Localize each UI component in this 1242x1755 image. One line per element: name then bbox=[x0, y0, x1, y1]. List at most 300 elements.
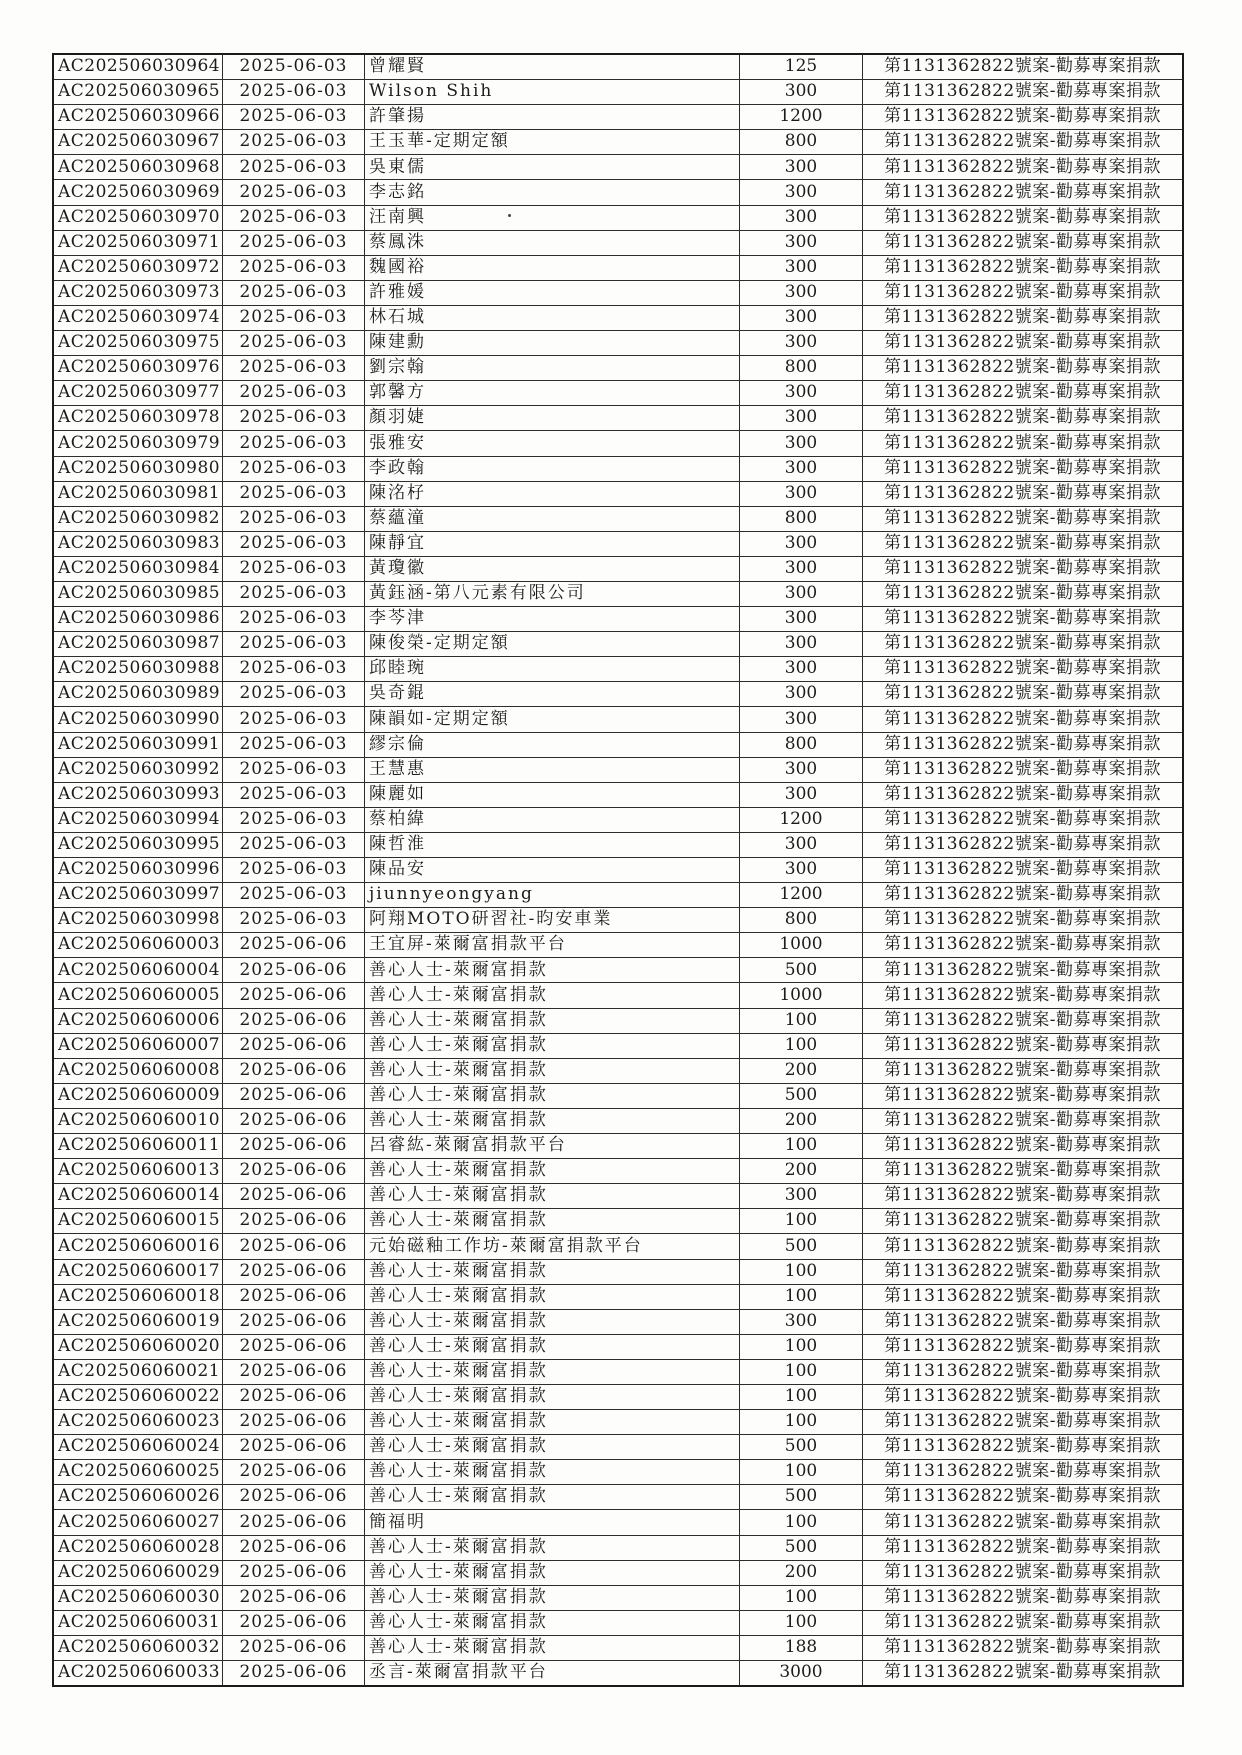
donor-name-cell: 王宜屏-萊爾富捐款平台 bbox=[365, 933, 740, 958]
donor-name-cell: 蔡蘊潼 bbox=[365, 506, 740, 531]
amount-cell: 100 bbox=[740, 1284, 863, 1309]
amount-cell: 100 bbox=[740, 1259, 863, 1284]
amount-cell: 100 bbox=[740, 1033, 863, 1058]
amount-cell: 300 bbox=[740, 707, 863, 732]
date-cell: 2025-06-06 bbox=[223, 1661, 365, 1687]
receipt-id-cell: AC202506030969 bbox=[53, 180, 223, 205]
receipt-id-cell: AC202506060005 bbox=[53, 983, 223, 1008]
table-row bbox=[53, 1510, 1183, 1535]
receipt-id-cell: AC202506030967 bbox=[53, 130, 223, 155]
receipt-id-cell: AC202506030987 bbox=[53, 632, 223, 657]
table-row bbox=[53, 1284, 1183, 1309]
project-cell: 第1131362822號案-勸募專案捐款 bbox=[863, 556, 1184, 581]
date-cell: 2025-06-06 bbox=[223, 1635, 365, 1660]
donor-name-cell: 林石城 bbox=[365, 305, 740, 330]
receipt-id-cell: AC202506060033 bbox=[53, 1661, 223, 1687]
donor-name-cell: 李志銘 bbox=[365, 180, 740, 205]
donor-name-cell: 丞言-萊爾富捐款平台 bbox=[365, 1661, 740, 1687]
project-cell: 第1131362822號案-勸募專案捐款 bbox=[863, 255, 1184, 280]
project-cell: 第1131362822號案-勸募專案捐款 bbox=[863, 230, 1184, 255]
donor-name-cell: 善心人士-萊爾富捐款 bbox=[365, 1485, 740, 1510]
date-cell: 2025-06-03 bbox=[223, 607, 365, 632]
donor-name-cell: 善心人士-萊爾富捐款 bbox=[365, 1610, 740, 1635]
amount-cell: 500 bbox=[740, 958, 863, 983]
project-cell: 第1131362822號案-勸募專案捐款 bbox=[863, 983, 1184, 1008]
date-cell: 2025-06-03 bbox=[223, 205, 365, 230]
receipt-id-cell: AC202506030992 bbox=[53, 757, 223, 782]
receipt-id-cell: AC202506060027 bbox=[53, 1510, 223, 1535]
donor-name-cell: jiunnyeongyang bbox=[365, 883, 740, 908]
amount-cell: 100 bbox=[740, 1460, 863, 1485]
date-cell: 2025-06-03 bbox=[223, 581, 365, 606]
receipt-id-cell: AC202506030965 bbox=[53, 80, 223, 105]
table-row bbox=[53, 1334, 1183, 1359]
date-cell: 2025-06-03 bbox=[223, 230, 365, 255]
table-row bbox=[53, 1560, 1183, 1585]
amount-cell: 200 bbox=[740, 1058, 863, 1083]
date-cell: 2025-06-06 bbox=[223, 1209, 365, 1234]
amount-cell: 300 bbox=[740, 481, 863, 506]
amount-cell: 300 bbox=[740, 331, 863, 356]
receipt-id-cell: AC202506030994 bbox=[53, 807, 223, 832]
amount-cell: 300 bbox=[740, 858, 863, 883]
amount-cell: 300 bbox=[740, 305, 863, 330]
receipt-id-cell: AC202506030964 bbox=[53, 54, 223, 80]
amount-cell: 300 bbox=[740, 406, 863, 431]
donor-name-cell: 善心人士-萊爾富捐款 bbox=[365, 1284, 740, 1309]
project-cell: 第1131362822號案-勸募專案捐款 bbox=[863, 1334, 1184, 1359]
date-cell: 2025-06-03 bbox=[223, 105, 365, 130]
date-cell: 2025-06-06 bbox=[223, 983, 365, 1008]
receipt-id-cell: AC202506030970 bbox=[53, 205, 223, 230]
receipt-id-cell: AC202506030972 bbox=[53, 255, 223, 280]
table-row bbox=[53, 757, 1183, 782]
project-cell: 第1131362822號案-勸募專案捐款 bbox=[863, 581, 1184, 606]
project-cell: 第1131362822號案-勸募專案捐款 bbox=[863, 1284, 1184, 1309]
donor-name-cell: 許肇揚 bbox=[365, 105, 740, 130]
project-cell: 第1131362822號案-勸募專案捐款 bbox=[863, 381, 1184, 406]
amount-cell: 800 bbox=[740, 506, 863, 531]
project-cell: 第1131362822號案-勸募專案捐款 bbox=[863, 707, 1184, 732]
amount-cell: 300 bbox=[740, 556, 863, 581]
scan-speck bbox=[508, 214, 511, 217]
receipt-id-cell: AC202506060029 bbox=[53, 1560, 223, 1585]
receipt-id-cell: AC202506030971 bbox=[53, 230, 223, 255]
table-row bbox=[53, 858, 1183, 883]
date-cell: 2025-06-03 bbox=[223, 531, 365, 556]
amount-cell: 800 bbox=[740, 732, 863, 757]
receipt-id-cell: AC202506060015 bbox=[53, 1209, 223, 1234]
project-cell: 第1131362822號案-勸募專案捐款 bbox=[863, 807, 1184, 832]
amount-cell: 800 bbox=[740, 908, 863, 933]
amount-cell: 1200 bbox=[740, 807, 863, 832]
date-cell: 2025-06-06 bbox=[223, 1610, 365, 1635]
donor-name-cell: 陳哲淮 bbox=[365, 832, 740, 857]
date-cell: 2025-06-03 bbox=[223, 155, 365, 180]
receipt-id-cell: AC202506030986 bbox=[53, 607, 223, 632]
table-row bbox=[53, 205, 1183, 230]
amount-cell: 100 bbox=[740, 1585, 863, 1610]
amount-cell: 100 bbox=[740, 1334, 863, 1359]
table-row bbox=[53, 983, 1183, 1008]
donor-name-cell: 邱睦琬 bbox=[365, 657, 740, 682]
date-cell: 2025-06-03 bbox=[223, 707, 365, 732]
table-row bbox=[53, 1209, 1183, 1234]
donor-name-cell: 善心人士-萊爾富捐款 bbox=[365, 1259, 740, 1284]
date-cell: 2025-06-03 bbox=[223, 682, 365, 707]
project-cell: 第1131362822號案-勸募專案捐款 bbox=[863, 1359, 1184, 1384]
donor-name-cell: 善心人士-萊爾富捐款 bbox=[365, 1384, 740, 1409]
receipt-id-cell: AC202506060019 bbox=[53, 1309, 223, 1334]
date-cell: 2025-06-03 bbox=[223, 431, 365, 456]
donor-name-cell: 李芩津 bbox=[365, 607, 740, 632]
receipt-id-cell: AC202506030966 bbox=[53, 105, 223, 130]
table-row bbox=[53, 456, 1183, 481]
date-cell: 2025-06-03 bbox=[223, 54, 365, 80]
date-cell: 2025-06-03 bbox=[223, 305, 365, 330]
donor-name-cell: 善心人士-萊爾富捐款 bbox=[365, 1535, 740, 1560]
project-cell: 第1131362822號案-勸募專案捐款 bbox=[863, 607, 1184, 632]
donor-name-cell: 善心人士-萊爾富捐款 bbox=[365, 1635, 740, 1660]
project-cell: 第1131362822號案-勸募專案捐款 bbox=[863, 1485, 1184, 1510]
amount-cell: 800 bbox=[740, 356, 863, 381]
project-cell: 第1131362822號案-勸募專案捐款 bbox=[863, 1259, 1184, 1284]
date-cell: 2025-06-03 bbox=[223, 80, 365, 105]
date-cell: 2025-06-03 bbox=[223, 406, 365, 431]
donor-name-cell: 繆宗倫 bbox=[365, 732, 740, 757]
amount-cell: 300 bbox=[740, 632, 863, 657]
amount-cell: 300 bbox=[740, 607, 863, 632]
table-row bbox=[53, 1234, 1183, 1259]
donor-name-cell: 陳品安 bbox=[365, 858, 740, 883]
amount-cell: 100 bbox=[740, 1384, 863, 1409]
project-cell: 第1131362822號案-勸募專案捐款 bbox=[863, 1410, 1184, 1435]
amount-cell: 300 bbox=[740, 832, 863, 857]
table-row bbox=[53, 331, 1183, 356]
receipt-id-cell: AC202506030974 bbox=[53, 305, 223, 330]
project-cell: 第1131362822號案-勸募專案捐款 bbox=[863, 1209, 1184, 1234]
amount-cell: 500 bbox=[740, 1083, 863, 1108]
project-cell: 第1131362822號案-勸募專案捐款 bbox=[863, 1510, 1184, 1535]
project-cell: 第1131362822號案-勸募專案捐款 bbox=[863, 155, 1184, 180]
donor-name-cell: 劉宗翰 bbox=[365, 356, 740, 381]
table-row bbox=[53, 255, 1183, 280]
receipt-id-cell: AC202506030995 bbox=[53, 832, 223, 857]
donor-name-cell: 善心人士-萊爾富捐款 bbox=[365, 1184, 740, 1209]
amount-cell: 1000 bbox=[740, 983, 863, 1008]
amount-cell: 500 bbox=[740, 1535, 863, 1560]
amount-cell: 100 bbox=[740, 1410, 863, 1435]
date-cell: 2025-06-03 bbox=[223, 456, 365, 481]
receipt-id-cell: AC202506030993 bbox=[53, 782, 223, 807]
amount-cell: 200 bbox=[740, 1108, 863, 1133]
table-row bbox=[53, 280, 1183, 305]
receipt-id-cell: AC202506030997 bbox=[53, 883, 223, 908]
table-row bbox=[53, 1058, 1183, 1083]
amount-cell: 500 bbox=[740, 1234, 863, 1259]
amount-cell: 500 bbox=[740, 1485, 863, 1510]
project-cell: 第1131362822號案-勸募專案捐款 bbox=[863, 1184, 1184, 1209]
donor-name-cell: 善心人士-萊爾富捐款 bbox=[365, 1209, 740, 1234]
receipt-id-cell: AC202506030982 bbox=[53, 506, 223, 531]
project-cell: 第1131362822號案-勸募專案捐款 bbox=[863, 1435, 1184, 1460]
donor-name-cell: 汪南興 bbox=[365, 205, 740, 230]
amount-cell: 300 bbox=[740, 657, 863, 682]
table-row bbox=[53, 180, 1183, 205]
date-cell: 2025-06-06 bbox=[223, 958, 365, 983]
date-cell: 2025-06-06 bbox=[223, 1259, 365, 1284]
project-cell: 第1131362822號案-勸募專案捐款 bbox=[863, 908, 1184, 933]
date-cell: 2025-06-06 bbox=[223, 1359, 365, 1384]
date-cell: 2025-06-06 bbox=[223, 1008, 365, 1033]
project-cell: 第1131362822號案-勸募專案捐款 bbox=[863, 280, 1184, 305]
donor-name-cell: 善心人士-萊爾富捐款 bbox=[365, 1159, 740, 1184]
amount-cell: 300 bbox=[740, 255, 863, 280]
date-cell: 2025-06-03 bbox=[223, 255, 365, 280]
amount-cell: 300 bbox=[740, 581, 863, 606]
project-cell: 第1131362822號案-勸募專案捐款 bbox=[863, 205, 1184, 230]
project-cell: 第1131362822號案-勸募專案捐款 bbox=[863, 1008, 1184, 1033]
receipt-id-cell: AC202506060030 bbox=[53, 1585, 223, 1610]
table-row bbox=[53, 305, 1183, 330]
date-cell: 2025-06-03 bbox=[223, 732, 365, 757]
amount-cell: 300 bbox=[740, 456, 863, 481]
amount-cell: 300 bbox=[740, 1309, 863, 1334]
donor-name-cell: 善心人士-萊爾富捐款 bbox=[365, 1033, 740, 1058]
donor-name-cell: 善心人士-萊爾富捐款 bbox=[365, 1058, 740, 1083]
donor-name-cell: 善心人士-萊爾富捐款 bbox=[365, 1334, 740, 1359]
donor-name-cell: 善心人士-萊爾富捐款 bbox=[365, 1560, 740, 1585]
receipt-id-cell: AC202506030980 bbox=[53, 456, 223, 481]
amount-cell: 188 bbox=[740, 1635, 863, 1660]
amount-cell: 200 bbox=[740, 1560, 863, 1585]
receipt-id-cell: AC202506060026 bbox=[53, 1485, 223, 1510]
receipt-id-cell: AC202506060022 bbox=[53, 1384, 223, 1409]
donor-name-cell: 黃鈺涵-第八元素有限公司 bbox=[365, 581, 740, 606]
table-row bbox=[53, 556, 1183, 581]
donor-name-cell: 王玉華-定期定額 bbox=[365, 130, 740, 155]
receipt-id-cell: AC202506030968 bbox=[53, 155, 223, 180]
project-cell: 第1131362822號案-勸募專案捐款 bbox=[863, 1585, 1184, 1610]
donor-name-cell: 陳韻如-定期定額 bbox=[365, 707, 740, 732]
date-cell: 2025-06-06 bbox=[223, 1234, 365, 1259]
donor-name-cell: 李政翰 bbox=[365, 456, 740, 481]
donor-name-cell: 善心人士-萊爾富捐款 bbox=[365, 1460, 740, 1485]
table-row bbox=[53, 732, 1183, 757]
donor-name-cell: Wilson Shih bbox=[365, 80, 740, 105]
donor-name-cell: 蔡鳳洙 bbox=[365, 230, 740, 255]
project-cell: 第1131362822號案-勸募專案捐款 bbox=[863, 1159, 1184, 1184]
table-row bbox=[53, 1083, 1183, 1108]
table-row bbox=[53, 356, 1183, 381]
project-cell: 第1131362822號案-勸募專案捐款 bbox=[863, 1661, 1184, 1687]
project-cell: 第1131362822號案-勸募專案捐款 bbox=[863, 1635, 1184, 1660]
table-row bbox=[53, 431, 1183, 456]
donor-name-cell: 元始磁釉工作坊-萊爾富捐款平台 bbox=[365, 1234, 740, 1259]
amount-cell: 100 bbox=[740, 1610, 863, 1635]
amount-cell: 300 bbox=[740, 431, 863, 456]
amount-cell: 300 bbox=[740, 180, 863, 205]
donor-name-cell: 善心人士-萊爾富捐款 bbox=[365, 1359, 740, 1384]
table-row bbox=[53, 1008, 1183, 1033]
receipt-id-cell: AC202506060020 bbox=[53, 1334, 223, 1359]
project-cell: 第1131362822號案-勸募專案捐款 bbox=[863, 858, 1184, 883]
date-cell: 2025-06-06 bbox=[223, 1083, 365, 1108]
project-cell: 第1131362822號案-勸募專案捐款 bbox=[863, 1610, 1184, 1635]
project-cell: 第1131362822號案-勸募專案捐款 bbox=[863, 1234, 1184, 1259]
table-row bbox=[53, 1435, 1183, 1460]
project-cell: 第1131362822號案-勸募專案捐款 bbox=[863, 305, 1184, 330]
amount-cell: 100 bbox=[740, 1134, 863, 1159]
table-row bbox=[53, 54, 1183, 80]
amount-cell: 1200 bbox=[740, 883, 863, 908]
project-cell: 第1131362822號案-勸募專案捐款 bbox=[863, 732, 1184, 757]
receipt-id-cell: AC202506060028 bbox=[53, 1535, 223, 1560]
receipt-id-cell: AC202506060010 bbox=[53, 1108, 223, 1133]
project-cell: 第1131362822號案-勸募專案捐款 bbox=[863, 1083, 1184, 1108]
date-cell: 2025-06-06 bbox=[223, 1159, 365, 1184]
donation-table-body bbox=[53, 54, 1183, 1686]
project-cell: 第1131362822號案-勸募專案捐款 bbox=[863, 933, 1184, 958]
project-cell: 第1131362822號案-勸募專案捐款 bbox=[863, 632, 1184, 657]
amount-cell: 1000 bbox=[740, 933, 863, 958]
table-row bbox=[53, 481, 1183, 506]
amount-cell: 200 bbox=[740, 1159, 863, 1184]
amount-cell: 300 bbox=[740, 280, 863, 305]
receipt-id-cell: AC202506060007 bbox=[53, 1033, 223, 1058]
receipt-id-cell: AC202506030978 bbox=[53, 406, 223, 431]
date-cell: 2025-06-06 bbox=[223, 1560, 365, 1585]
receipt-id-cell: AC202506030990 bbox=[53, 707, 223, 732]
table-row bbox=[53, 832, 1183, 857]
date-cell: 2025-06-03 bbox=[223, 908, 365, 933]
project-cell: 第1131362822號案-勸募專案捐款 bbox=[863, 481, 1184, 506]
project-cell: 第1131362822號案-勸募專案捐款 bbox=[863, 54, 1184, 80]
date-cell: 2025-06-03 bbox=[223, 556, 365, 581]
receipt-id-cell: AC202506060023 bbox=[53, 1410, 223, 1435]
amount-cell: 125 bbox=[740, 54, 863, 80]
table-row bbox=[53, 807, 1183, 832]
project-cell: 第1131362822號案-勸募專案捐款 bbox=[863, 506, 1184, 531]
table-row bbox=[53, 883, 1183, 908]
project-cell: 第1131362822號案-勸募專案捐款 bbox=[863, 130, 1184, 155]
table-row bbox=[53, 682, 1183, 707]
donor-name-cell: 許雅媛 bbox=[365, 280, 740, 305]
receipt-id-cell: AC202506030975 bbox=[53, 331, 223, 356]
table-row bbox=[53, 657, 1183, 682]
table-row bbox=[53, 1159, 1183, 1184]
table-row bbox=[53, 1259, 1183, 1284]
project-cell: 第1131362822號案-勸募專案捐款 bbox=[863, 1058, 1184, 1083]
project-cell: 第1131362822號案-勸募專案捐款 bbox=[863, 1134, 1184, 1159]
amount-cell: 300 bbox=[740, 205, 863, 230]
project-cell: 第1131362822號案-勸募專案捐款 bbox=[863, 1460, 1184, 1485]
project-cell: 第1131362822號案-勸募專案捐款 bbox=[863, 180, 1184, 205]
date-cell: 2025-06-03 bbox=[223, 858, 365, 883]
receipt-id-cell: AC202506060017 bbox=[53, 1259, 223, 1284]
table-row bbox=[53, 1661, 1183, 1687]
table-row bbox=[53, 908, 1183, 933]
date-cell: 2025-06-03 bbox=[223, 381, 365, 406]
date-cell: 2025-06-06 bbox=[223, 1108, 365, 1133]
table-row bbox=[53, 1108, 1183, 1133]
donor-name-cell: 善心人士-萊爾富捐款 bbox=[365, 958, 740, 983]
receipt-id-cell: AC202506060031 bbox=[53, 1610, 223, 1635]
amount-cell: 300 bbox=[740, 757, 863, 782]
project-cell: 第1131362822號案-勸募專案捐款 bbox=[863, 1108, 1184, 1133]
donor-name-cell: 陳建勳 bbox=[365, 331, 740, 356]
donor-name-cell: 善心人士-萊爾富捐款 bbox=[365, 1309, 740, 1334]
donor-name-cell: 善心人士-萊爾富捐款 bbox=[365, 1083, 740, 1108]
date-cell: 2025-06-06 bbox=[223, 1460, 365, 1485]
table-row bbox=[53, 632, 1183, 657]
project-cell: 第1131362822號案-勸募專案捐款 bbox=[863, 682, 1184, 707]
donor-name-cell: 吳奇錕 bbox=[365, 682, 740, 707]
receipt-id-cell: AC202506060016 bbox=[53, 1234, 223, 1259]
date-cell: 2025-06-03 bbox=[223, 657, 365, 682]
date-cell: 2025-06-03 bbox=[223, 280, 365, 305]
date-cell: 2025-06-06 bbox=[223, 1485, 365, 1510]
project-cell: 第1131362822號案-勸募專案捐款 bbox=[863, 356, 1184, 381]
date-cell: 2025-06-06 bbox=[223, 1384, 365, 1409]
amount-cell: 1200 bbox=[740, 105, 863, 130]
donor-name-cell: 善心人士-萊爾富捐款 bbox=[365, 1585, 740, 1610]
donor-name-cell: 陳麗如 bbox=[365, 782, 740, 807]
table-row bbox=[53, 130, 1183, 155]
table-row bbox=[53, 381, 1183, 406]
receipt-id-cell: AC202506030988 bbox=[53, 657, 223, 682]
table-row bbox=[53, 782, 1183, 807]
date-cell: 2025-06-06 bbox=[223, 1134, 365, 1159]
table-row bbox=[53, 506, 1183, 531]
date-cell: 2025-06-06 bbox=[223, 1184, 365, 1209]
date-cell: 2025-06-06 bbox=[223, 1410, 365, 1435]
table-row bbox=[53, 1635, 1183, 1660]
amount-cell: 300 bbox=[740, 682, 863, 707]
date-cell: 2025-06-06 bbox=[223, 1284, 365, 1309]
project-cell: 第1131362822號案-勸募專案捐款 bbox=[863, 757, 1184, 782]
donor-name-cell: 善心人士-萊爾富捐款 bbox=[365, 1410, 740, 1435]
project-cell: 第1131362822號案-勸募專案捐款 bbox=[863, 406, 1184, 431]
amount-cell: 500 bbox=[740, 1435, 863, 1460]
date-cell: 2025-06-03 bbox=[223, 832, 365, 857]
table-row bbox=[53, 707, 1183, 732]
date-cell: 2025-06-06 bbox=[223, 1334, 365, 1359]
date-cell: 2025-06-03 bbox=[223, 331, 365, 356]
project-cell: 第1131362822號案-勸募專案捐款 bbox=[863, 456, 1184, 481]
receipt-id-cell: AC202506030989 bbox=[53, 682, 223, 707]
table-row bbox=[53, 607, 1183, 632]
project-cell: 第1131362822號案-勸募專案捐款 bbox=[863, 958, 1184, 983]
donor-name-cell: 吳東儒 bbox=[365, 155, 740, 180]
receipt-id-cell: AC202506060003 bbox=[53, 933, 223, 958]
donor-name-cell: 阿翔MOTO研習社-昀安車業 bbox=[365, 908, 740, 933]
donor-name-cell: 善心人士-萊爾富捐款 bbox=[365, 983, 740, 1008]
project-cell: 第1131362822號案-勸募專案捐款 bbox=[863, 1560, 1184, 1585]
table-row bbox=[53, 406, 1183, 431]
amount-cell: 300 bbox=[740, 80, 863, 105]
date-cell: 2025-06-03 bbox=[223, 807, 365, 832]
table-row bbox=[53, 80, 1183, 105]
date-cell: 2025-06-06 bbox=[223, 1585, 365, 1610]
date-cell: 2025-06-03 bbox=[223, 506, 365, 531]
amount-cell: 100 bbox=[740, 1209, 863, 1234]
table-row bbox=[53, 1134, 1183, 1159]
donation-table bbox=[52, 53, 1184, 1687]
receipt-id-cell: AC202506030981 bbox=[53, 481, 223, 506]
donor-name-cell: 善心人士-萊爾富捐款 bbox=[365, 1108, 740, 1133]
table-row bbox=[53, 531, 1183, 556]
